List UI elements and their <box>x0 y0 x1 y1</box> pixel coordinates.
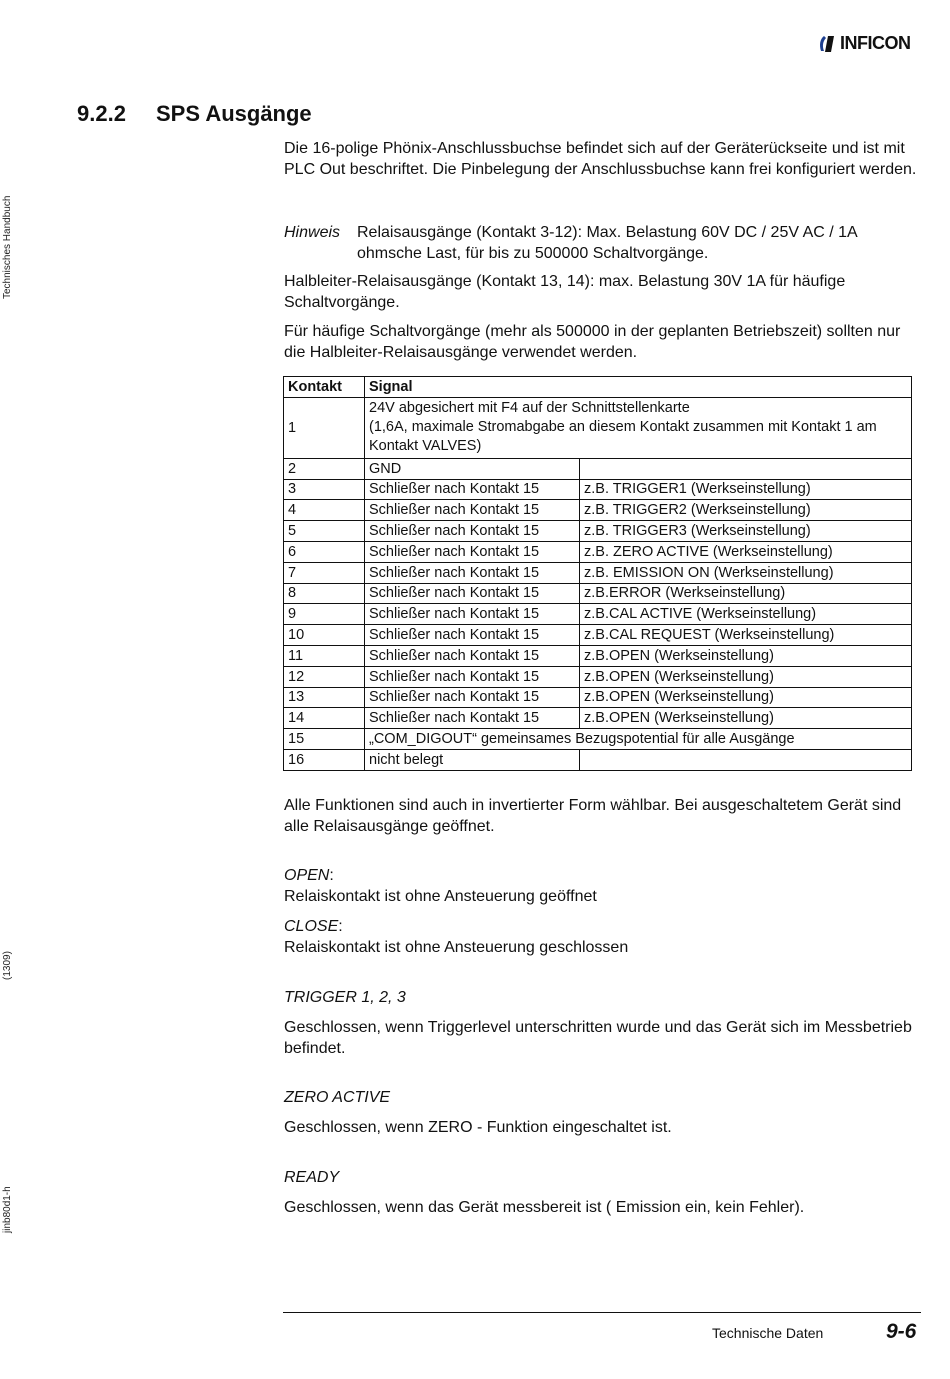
contact-cell: 6 <box>284 541 365 562</box>
contact-cell: 3 <box>284 479 365 500</box>
signal-cell <box>365 397 912 458</box>
revision-date-margin: (1309) <box>2 951 13 980</box>
signal-cell: Schließer nach Kontakt 15 <box>365 500 580 521</box>
signal-cell: Schließer nach Kontakt 15 <box>365 521 580 542</box>
table-row <box>284 749 912 770</box>
document-id-margin: jinb80d1-h <box>2 1186 13 1233</box>
page-number: 9-6 <box>886 1320 917 1343</box>
footer-chapter: Technische Daten <box>712 1325 824 1341</box>
contact-cell: 16 <box>284 749 365 770</box>
logo-wordmark: INFICON <box>840 33 911 53</box>
contact-cell: 7 <box>284 562 365 583</box>
table-row <box>284 397 912 458</box>
signal-cell: Schließer nach Kontakt 15 <box>365 708 580 729</box>
table-row <box>284 708 912 729</box>
footer-divider <box>283 1312 921 1313</box>
signal-cell: Schließer nach Kontakt 15 <box>365 645 580 666</box>
default-cell: z.B. EMISSION ON (Werkseinstellung) <box>580 562 912 583</box>
table-row <box>284 729 912 750</box>
signal-cell: nicht belegt <box>365 749 580 770</box>
section-number: 9.2.2 <box>77 101 126 126</box>
default-cell: z.B.OPEN (Werkseinstellung) <box>580 687 912 708</box>
header-contact: Kontakt <box>284 377 365 398</box>
table-row <box>284 521 912 542</box>
contact-cell: 9 <box>284 604 365 625</box>
default-cell <box>580 749 912 770</box>
semiconductor-relay-paragraph: Halbleiter-Relaisausgänge (Kontakt 13, 14): max. Belastung 30V 1A für häufige Schaltvorgänge. <box>284 273 846 311</box>
manual-title-margin: Technisches Handbuch <box>2 195 13 299</box>
table-row <box>284 562 912 583</box>
contact-cell: 11 <box>284 645 365 666</box>
signal-cell: Schließer nach Kontakt 15 <box>365 541 580 562</box>
signal-cell: Schließer nach Kontakt 15 <box>365 687 580 708</box>
contact-cell: 10 <box>284 625 365 646</box>
signal-cell: Schließer nach Kontakt 15 <box>365 583 580 604</box>
signal-cell: Schließer nach Kontakt 15 <box>365 604 580 625</box>
contact-cell: 1 <box>284 397 365 458</box>
default-cell <box>580 458 912 479</box>
intro-paragraph: Die 16-polige Phönix-Anschlussbuchse befindet sich auf der Geräterückseite und ist mit PLC Out beschriftet. Die Pinbelegung der Anschlussbuchse kann frei konfiguriert werden. <box>284 140 917 178</box>
table-row <box>284 625 912 646</box>
contact-cell: 8 <box>284 583 365 604</box>
frequent-switching-paragraph: Für häufige Schaltvorgänge (mehr als 500000 in der geplanten Betriebszeit) sollten nur die Halbleiter-Relaisausgänge verwendet werden. <box>284 323 901 361</box>
contact-cell: 14 <box>284 708 365 729</box>
zero-active-label: ZERO ACTIVE <box>284 1089 391 1106</box>
table-row <box>284 479 912 500</box>
table-row <box>284 583 912 604</box>
default-cell: z.B.OPEN (Werkseinstellung) <box>580 708 912 729</box>
close-label: CLOSE: <box>284 918 343 935</box>
inficon-logo <box>818 33 924 55</box>
inficon-logo-icon <box>818 33 838 55</box>
default-cell: z.B. ZERO ACTIVE (Werkseinstellung) <box>580 541 912 562</box>
default-cell: z.B.OPEN (Werkseinstellung) <box>580 666 912 687</box>
table-row <box>284 687 912 708</box>
signal-cell: Schließer nach Kontakt 15 <box>365 479 580 500</box>
contact-cell: 2 <box>284 458 365 479</box>
note-label: Hinweis <box>284 224 341 241</box>
note-text: Relaisausgänge (Kontakt 3-12): Max. Belastung 60V DC / 25V AC / 1A ohmsche Last, für bis zu 500000 Schaltvorgänge. <box>357 224 857 262</box>
signal-cell: Schließer nach Kontakt 15 <box>365 562 580 583</box>
contact-cell: 15 <box>284 729 365 750</box>
default-cell: z.B. TRIGGER2 (Werkseinstellung) <box>580 500 912 521</box>
default-cell: z.B.ERROR (Werkseinstellung) <box>580 583 912 604</box>
trigger-description: Geschlossen, wenn Triggerlevel unterschritten wurde und das Gerät sich im Messbetrieb befindet. <box>284 1019 912 1057</box>
header-signal: Signal <box>365 377 912 398</box>
signal-cell: Schließer nach Kontakt 15 <box>365 625 580 646</box>
contact-cell: 12 <box>284 666 365 687</box>
table-row <box>284 458 912 479</box>
table-header-row <box>284 377 912 398</box>
signal-line: 24V abgesichert mit F4 auf der Schnittstellenkarte <box>369 400 690 417</box>
section-heading <box>77 101 312 127</box>
table-row <box>284 541 912 562</box>
contact-cell: 13 <box>284 687 365 708</box>
open-description: Relaiskontakt ist ohne Ansteuerung geöffnet <box>284 888 597 905</box>
default-cell: z.B.CAL REQUEST (Werkseinstellung) <box>580 625 912 646</box>
ready-label: READY <box>284 1169 340 1186</box>
default-cell: z.B. TRIGGER3 (Werkseinstellung) <box>580 521 912 542</box>
trigger-label: TRIGGER 1, 2, 3 <box>284 989 406 1006</box>
table-row <box>284 604 912 625</box>
section-title: SPS Ausgänge <box>156 101 312 126</box>
zero-active-description: Geschlossen, wenn ZERO - Funktion eingeschaltet ist. <box>284 1119 672 1136</box>
pin-assignment-table <box>283 376 912 771</box>
signal-cell: Schließer nach Kontakt 15 <box>365 666 580 687</box>
contact-cell: 4 <box>284 500 365 521</box>
open-label: OPEN: <box>284 867 334 884</box>
signal-line: (1,6A, maximale Stromabgabe an diesem Kontakt zusammen mit Kontakt 1 am <box>369 419 877 436</box>
close-description: Relaiskontakt ist ohne Ansteuerung geschlossen <box>284 939 629 956</box>
default-cell: z.B.OPEN (Werkseinstellung) <box>580 645 912 666</box>
table-row <box>284 500 912 521</box>
ready-description: Geschlossen, wenn das Gerät messbereit ist ( Emission ein, kein Fehler). <box>284 1199 805 1216</box>
default-cell: z.B.CAL ACTIVE (Werkseinstellung) <box>580 604 912 625</box>
signal-line: Kontakt VALVES) <box>369 438 482 455</box>
signal-cell: GND <box>365 458 580 479</box>
table-row <box>284 666 912 687</box>
signal-cell: „COM_DIGOUT“ gemeinsames Bezugspotential für alle Ausgänge <box>365 729 912 750</box>
table-row <box>284 645 912 666</box>
default-cell: z.B. TRIGGER1 (Werkseinstellung) <box>580 479 912 500</box>
contact-cell: 5 <box>284 521 365 542</box>
functions-paragraph: Alle Funktionen sind auch in invertierter Form wählbar. Bei ausgeschaltetem Gerät sind alle Relaisausgänge geöffnet. <box>284 797 902 835</box>
